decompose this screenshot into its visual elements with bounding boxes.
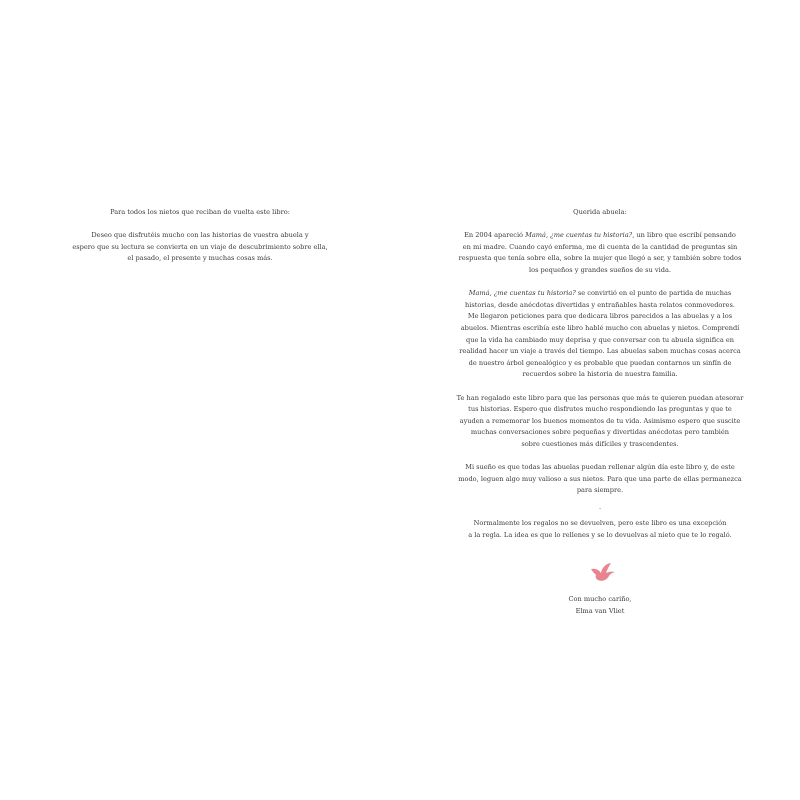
letter-line: en mi madre. Cuando cayó enferma, me di cuenta de la cantidad de preguntas sin (462, 242, 738, 251)
dedication-line: espero que su lectura se convierta en un viaje de descubrimiento sobre ella, (72, 242, 328, 251)
letter-line: ayuden a rememorar los buenos momentos de tu vida. Asimismo espero que suscite (459, 416, 741, 425)
letter-line: Normalmente los regalos no se devuelven, pero este libro es una excepción (473, 519, 727, 528)
letter-salutation: Querida abuela: (573, 208, 627, 216)
letter-closing (400, 594, 800, 617)
letter-line: Me llegaron peticiones para que dedicara libros parecidos a las abuelas y a los (467, 312, 733, 321)
letter-line: En 2004 apareció Mamá, ¿me cuentas tu historia?, un libro que escribí pensando (464, 231, 736, 240)
bird-icon (590, 562, 616, 584)
dedication-line: Deseo que disfrutéis mucho con las historias de vuestra abuela y (91, 231, 309, 240)
letter-line: a la regla. La idea es que lo rellenes y se lo devuelvas al nieto que te lo regaló. (468, 531, 732, 540)
letter-line: historias, desde anécdotas divertidas y entrañables hasta relatos conmovedores. (465, 300, 735, 309)
dedication-line: el pasado, el presente y muchas cosas más. (127, 254, 273, 263)
letter-line: tus historias. Espero que disfrutes mucho respondiendo las preguntas y que te (468, 405, 732, 414)
dedication-text (0, 207, 400, 265)
letter-line: modo, leguen algo muy valioso a sus nietos. Para que una parte de ellas permanezca (458, 474, 742, 483)
letter-line: realidad hacer un viaje a través del tiempo. Las abuelas saben muchas cosas acerca (459, 347, 741, 356)
right-page (400, 0, 800, 800)
letter-line: muchas conversaciones sobre pequeñas y divertidas anécdotas pero también (470, 428, 730, 437)
letter-line: Te han regalado este libro para que las personas que más te quieren puedan atesorar (456, 393, 744, 402)
book-title: Mamá, ¿me cuentas tu historia? (525, 231, 633, 240)
letter-text (400, 207, 800, 542)
letter-line: abuelos. Mientras escribía este libro hablé mucho con abuelas y nietos. Comprendí (460, 323, 740, 332)
letter-line: los pequeños y grandes sueños de su vida. (529, 265, 671, 274)
dedication-heading: Para todos los nietos que reciban de vuelta este libro: (110, 208, 290, 216)
closing-phrase: Con mucho cariño, (568, 595, 632, 603)
letter-line: para siempre. (576, 486, 624, 495)
book-title: Mamá, ¿me cuentas tu historia? (468, 289, 576, 298)
separator-dot: . (598, 502, 602, 511)
letter-line: respuesta que tenía sobre ella, sobre la mujer que llegó a ser, y también sobre todos (458, 254, 742, 263)
letter-line: que la vida ha cambiado muy deprisa y que conversar con tu abuela significa en (465, 335, 735, 344)
letter-line: de nuestro árbol genealógico y es probable que puedan contarnos un sinfín de (468, 358, 732, 367)
bird-body (591, 563, 615, 581)
signature-name: Elma van Vliet (575, 606, 625, 615)
letter-line: Mamá, ¿me cuentas tu historia? se convirtió en el punto de partida de muchas (468, 289, 732, 298)
letter-line: sobre cuestiones más difíciles y trascendentes. (521, 439, 679, 448)
letter-line: recuerdos sobre la historia de nuestra familia. (522, 370, 678, 379)
letter-line: Mi sueño es que todas las abuelas puedan rellenar algún día este libro y, de este (465, 463, 735, 472)
